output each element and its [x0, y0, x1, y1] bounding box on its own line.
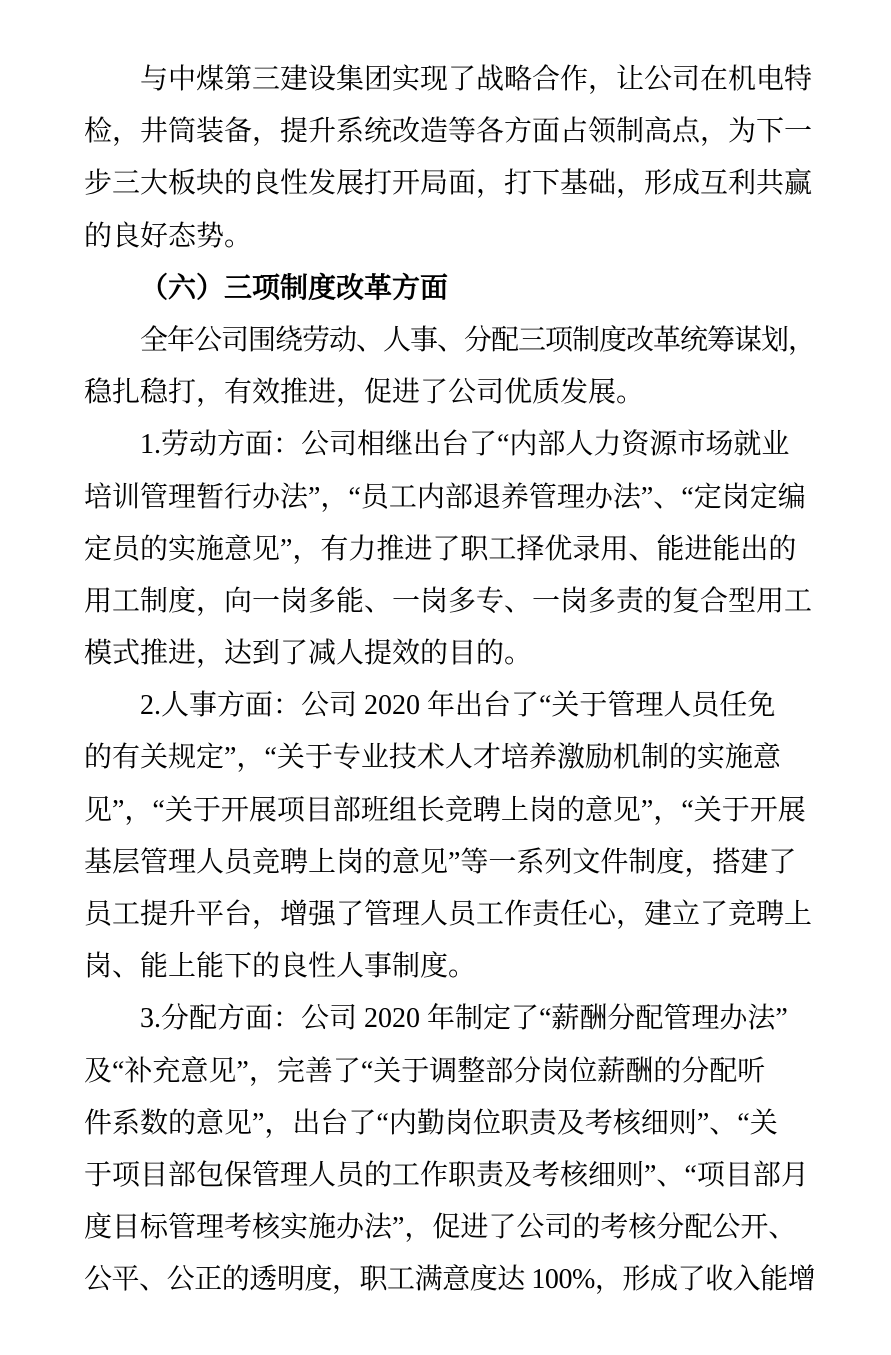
section-heading: （六）三项制度改革方面	[140, 272, 449, 304]
text-line: 的有关规定”，“关于专业技术人才培养激励机制的实施意	[84, 742, 781, 774]
text-line: 全年公司围绕劳动、人事、分配三项制度改革统筹谋划，	[140, 324, 816, 356]
text-line: 见”，“关于开展项目部班组长竞聘上岗的意见”，“关于开展	[84, 794, 806, 826]
text-line: 3.分配方面：公司 2020 年制定了“薪酬分配管理办法”	[140, 1003, 788, 1035]
text-line: 基层管理人员竞聘上岗的意见”等一系列文件制度，搭建了	[84, 846, 797, 878]
text-line: 件系数的意见”，出台了“内勤岗位职责及考核细则”、“关	[84, 1107, 778, 1139]
text-line: 员工提升平台，增强了管理人员工作责任心，建立了竞聘上	[84, 899, 813, 930]
text-line: 定员的实施意见”，有力推进了职工择优录用、能进能出的	[84, 533, 797, 565]
text-line: 稳扎稳打，有效推进，促进了公司优质发展。	[84, 377, 645, 409]
text-line: 模式推进，达到了减人提效的目的。	[84, 638, 533, 670]
text-line: 于项目部包保管理人员的工作职责及考核细则”、“项目部月	[84, 1159, 809, 1191]
text-line: 步三大板块的良性发展打开局面，打下基础，形成互利共赢	[84, 168, 813, 200]
text-line: 与中煤第三建设集团实现了战略合作，让公司在机电特	[140, 64, 813, 95]
text-line: 1.劳动方面：公司相继出台了“内部人力资源市场就业	[140, 429, 790, 461]
text-line: 培训管理暂行办法”，“员工内部退养管理办法”、“定岗定编	[84, 481, 806, 513]
text-line: 公平、公正的透明度，职工满意度达 100%，形成了收入能增	[84, 1264, 816, 1296]
text-line: 检，井筒装备，提升系统改造等各方面占领制高点，为下一	[84, 116, 813, 148]
text-line: 的良好态势。	[84, 220, 253, 252]
text-line: 岗、能上能下的良性人事制度。	[84, 951, 477, 983]
text-block	[84, 54, 815, 1307]
text-line: 及“补充意见”，完善了“关于调整部分岗位薪酬的分配听	[84, 1055, 766, 1087]
text-line: 度目标管理考核实施办法”，促进了公司的考核分配公开、	[84, 1212, 797, 1244]
text-line: 2.人事方面：公司 2020 年出台了“关于管理人员任免	[140, 690, 776, 722]
text-line: 用工制度，向一岗多能、一岗多专、一岗多责的复合型用工	[84, 585, 813, 617]
